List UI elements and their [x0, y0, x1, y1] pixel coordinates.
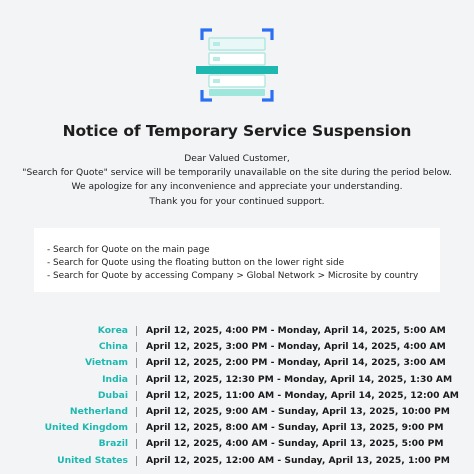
- greeting-line: Dear Valued Customer,: [184, 154, 290, 164]
- schedule-row: [0, 355, 474, 371]
- schedule-row: [0, 453, 474, 469]
- schedule-country: United Kingdom: [44, 422, 128, 434]
- schedule-row: [0, 404, 474, 420]
- schedule-country: United States: [57, 454, 128, 466]
- schedule-divider: [136, 342, 137, 352]
- schedule-period: April 12, 2025, 12:30 PM - Monday, April 14, 2025, 1:30 AM: [146, 373, 453, 385]
- schedule-period: April 12, 2025, 8:00 AM - Sunday, April 13, 2025, 9:00 PM: [146, 422, 444, 434]
- affected-service-item: - Search for Quote using the floating button on the lower right side: [47, 257, 345, 268]
- schedule-row: [0, 323, 474, 339]
- message-line: "Search for Quote" service will be temporarily unavailable on the site during the period below.: [22, 168, 452, 179]
- message-line: We apologize for any inconvenience and appreciate your understanding.: [71, 182, 403, 193]
- schedule-country: India: [102, 373, 128, 385]
- affected-service-item: - Search for Quote by accessing Company > Global Network > Microsite by country: [47, 270, 419, 281]
- schedule-period: April 12, 2025, 9:00 AM - Sunday, April 13, 2025, 10:00 PM: [146, 405, 450, 417]
- server-scan-icon: [196, 26, 278, 104]
- schedule-country: China: [98, 341, 128, 353]
- affected-services-box: [34, 228, 440, 292]
- schedule-divider: [136, 375, 137, 385]
- schedule-period: April 12, 2025, 12:00 AM - Sunday, April 13, 2025, 1:00 PM: [146, 454, 450, 466]
- schedule-divider: [136, 423, 137, 433]
- schedule-divider: [136, 456, 137, 466]
- message-line: Thank you for your continued support.: [149, 196, 325, 207]
- schedule-row: [0, 436, 474, 452]
- notice-title: Notice of Temporary Service Suspension: [62, 122, 412, 140]
- schedule-row: [0, 388, 474, 404]
- schedule-row: [0, 339, 474, 355]
- schedule-period: April 12, 2025, 4:00 AM - Sunday, April 13, 2025, 5:00 PM: [146, 438, 444, 450]
- schedule-country: Netherland: [69, 405, 128, 417]
- schedule-divider: [136, 358, 137, 368]
- schedule-divider: [136, 407, 137, 417]
- schedule-period: April 12, 2025, 2:00 PM - Monday, April 14, 2025, 3:00 AM: [146, 357, 446, 369]
- schedule-row: [0, 420, 474, 436]
- schedule-divider: [136, 391, 137, 401]
- suspension-schedule: [0, 323, 474, 469]
- schedule-divider: [136, 439, 137, 449]
- notice-message: [0, 152, 474, 209]
- schedule-period: April 12, 2025, 4:00 PM - Monday, April 14, 2025, 5:00 AM: [146, 325, 446, 336]
- schedule-country: Brazil: [98, 438, 128, 450]
- affected-service-item: - Search for Quote on the main page: [47, 245, 210, 255]
- schedule-period: April 12, 2025, 3:00 PM - Monday, April 14, 2025, 4:00 AM: [146, 341, 446, 353]
- schedule-country: Korea: [97, 325, 128, 336]
- schedule-divider: [136, 326, 137, 336]
- schedule-row: [0, 372, 474, 388]
- schedule-country: Dubai: [97, 389, 128, 401]
- schedule-country: Vietnam: [84, 357, 128, 369]
- schedule-period: April 12, 2025, 11:00 AM - Monday, April 14, 2025, 12:00 AM: [146, 389, 459, 401]
